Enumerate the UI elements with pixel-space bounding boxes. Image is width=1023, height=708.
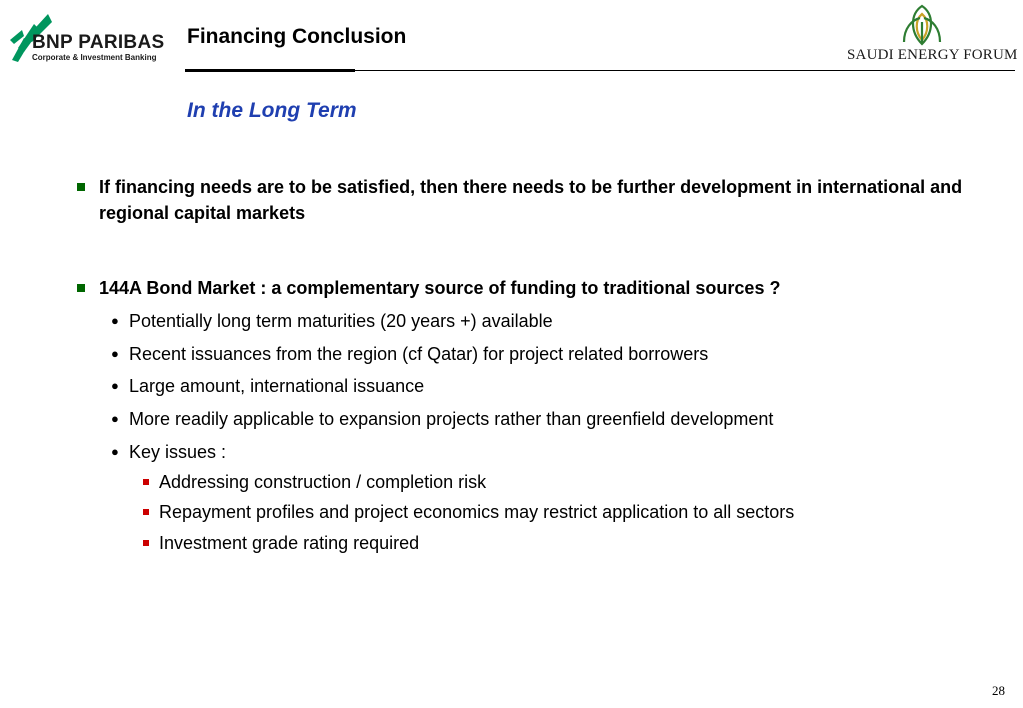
bullet-small-square-icon xyxy=(143,540,149,546)
bullet-small-square-icon xyxy=(143,479,149,485)
sef-logo-name: SAUDI ENERGY FORUM xyxy=(847,47,1018,63)
sub-bullet-text: Recent issuances from the region (cf Qatar) for project related borrowers xyxy=(129,344,709,364)
sub-bullet-text: Key issues : xyxy=(129,442,227,462)
slide-title: Financing Conclusion xyxy=(187,25,407,48)
sef-emblem-icon xyxy=(898,2,946,48)
bnp-logo-name: BNP PARIBAS xyxy=(32,32,165,53)
bullet-dot-icon: ● xyxy=(111,444,119,459)
bullet-square-icon xyxy=(77,183,85,191)
title-rule-accent xyxy=(185,69,355,72)
section-subtitle: In the Long Term xyxy=(187,99,357,122)
sub-bullet-text: More readily applicable to expansion projects rather than greenfield development xyxy=(129,409,774,429)
sub-sub-bullet-text: Repayment profiles and project economics may restrict application to all sectors xyxy=(159,502,795,522)
bullet-small-square-icon xyxy=(143,509,149,515)
bnp-logo-tagline: Corporate & Investment Banking xyxy=(32,53,157,62)
sub-bullet-text: Potentially long term maturities (20 years +) available xyxy=(129,311,553,331)
bullet-square-icon xyxy=(77,284,85,292)
bullet-text: If financing needs are to be satisfied, then there needs to be further development in international and regional capital markets xyxy=(99,177,963,223)
sub-sub-bullet-text: Investment grade rating required xyxy=(159,533,420,553)
bullet-text: 144A Bond Market : a complementary source of funding to traditional sources ? xyxy=(99,278,781,298)
bullet-dot-icon: ● xyxy=(111,411,119,426)
bullet-dot-icon: ● xyxy=(111,346,119,361)
bullet-dot-icon: ● xyxy=(111,313,119,328)
sub-bullet-text: Large amount, international issuance xyxy=(129,376,425,396)
bullet-dot-icon: ● xyxy=(111,378,119,393)
sub-sub-bullet-text: Addressing construction / completion risk xyxy=(159,472,487,492)
page-number: 28 xyxy=(992,683,1005,698)
